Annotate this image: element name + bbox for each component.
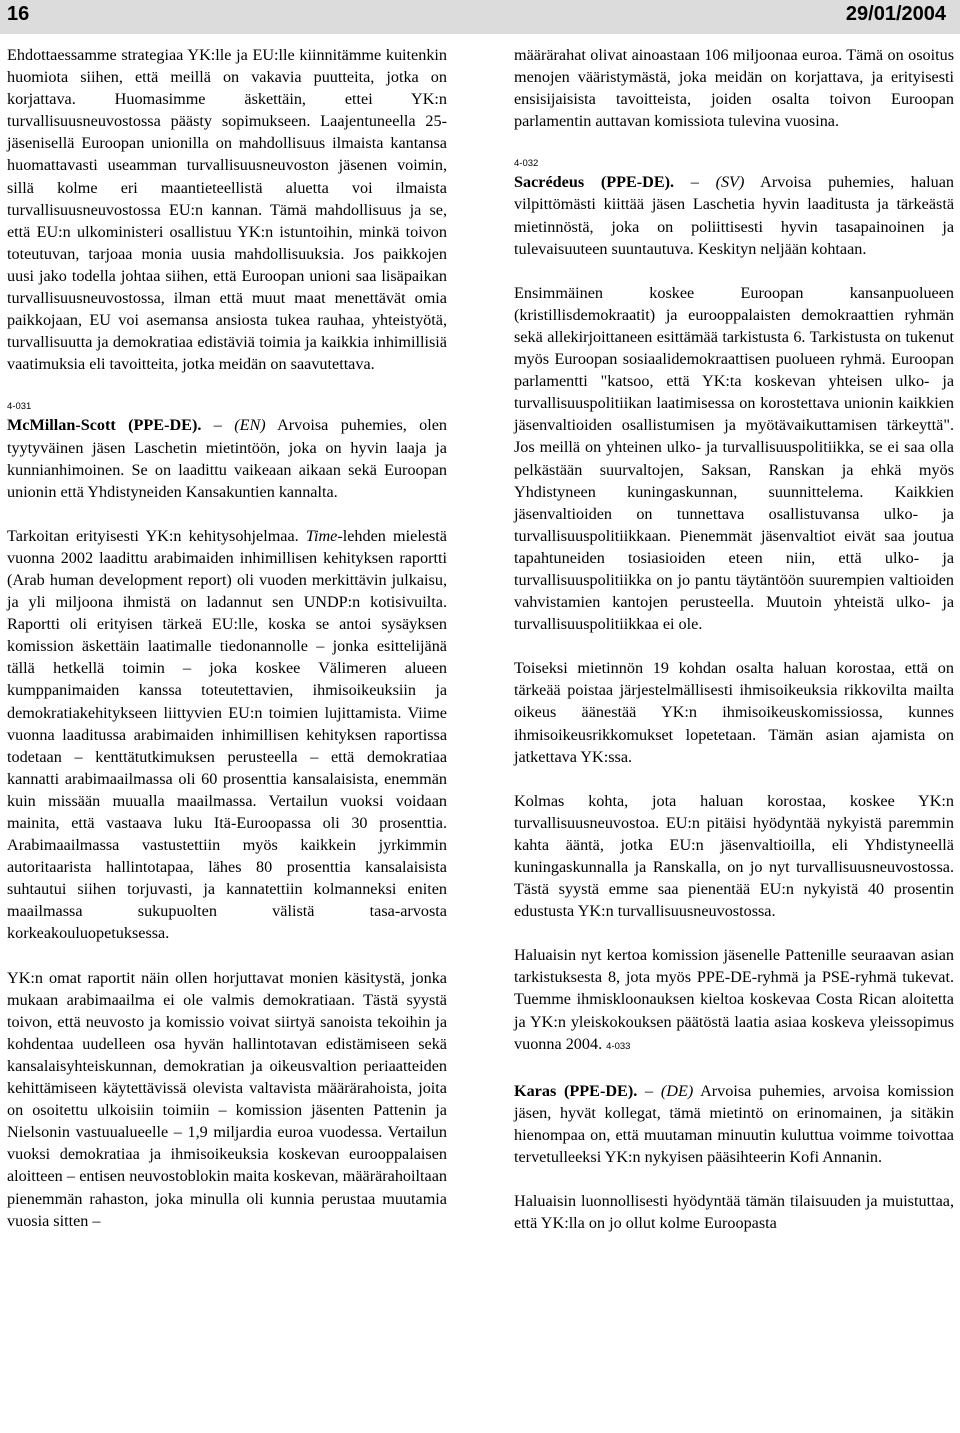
paragraph: määrärahat olivat ainoastaan 106 miljoonaa euroa. Tämä on osoitus menojen vääristymästä, joka meidän on korjattava, ja erityisesti ensisijaisista tavoitteista, joiden osalta toivon Euroopan parlamentin auttavan komissiota tulevina vuosina. — [514, 46, 954, 131]
speaker-name: McMillan-Scott (PPE-DE). — [7, 416, 202, 435]
language-tag: (SV) — [715, 173, 745, 192]
paragraph: Toiseksi mietinnön 19 kohdan osalta haluan korostaa, että on tärkeää poistaa järjestelmällisesti ihmisoikeuksia rikkovilta mailta oikeus äänestää YK:n ihmisoikeuskomissiossa, kunnes ihmisoikeusrikkomukset lopetetaan. Tämän asian ajamista on jatkettava YK:ssa. — [514, 659, 954, 766]
speech-text: Arvoisa puhemies, haluan vilpittömästi kiittää jäsen Laschetia hyvin laaditusta ja tärkeästä mietinnöstä, joka on poliittisesti hyvin tasapainoinen ja tulevaisuuteen suuntautuva. Keskityn neljään kohtaan. — [514, 173, 954, 258]
speech-ref — [7, 397, 447, 414]
page-number: 16 — [7, 3, 30, 25]
speech-paragraph — [7, 414, 447, 502]
speech-ref — [514, 154, 954, 171]
paragraph: Kolmas kohta, jota haluan korostaa, koskee YK:n turvallisuusneuvostoa. EU:n pitäisi hyödyntää nykyistä paremmin kahta ääntä, jotka EU:n jäsenvaltioilla, eli Yhdistyneellä kuningaskunnalla ja Ranskalla, on jo nyt turvallisuusneuvostossa. Tästä syystä emme saa pienentää EU:n nykyistä 40 prosentin edustusta YK:n turvallisuusneuvostossa. — [514, 791, 954, 921]
paragraph: Haluaisin luonnollisesti hyödyntää tämän tilaisuuden ja muistuttaa, että YK:lla on jo ollut kolme Euroopasta — [514, 1192, 954, 1233]
right-column — [514, 44, 954, 1234]
language-tag: (EN) — [234, 416, 266, 435]
speech-text: Arvoisa puhemies, arvoisa komission jäsen, hyvät kollegat, tämä mietintö on erinomainen, ja sitäkin hienompaa on, että muutaman minuutin kuluttua voimme toivottaa tervetulleeksi YK:n nykyisen pääsihteerin Kofi Annanin. — [514, 1081, 954, 1167]
speech-paragraph — [514, 1080, 954, 1168]
dash: – — [637, 1081, 661, 1100]
speech-number: 4-032 — [514, 158, 539, 170]
paragraph: Ehdottaessamme strategiaa YK:lle ja EU:lle kiinnitämme kuitenkin huomiota siihen, että meillä on vakavia puutteita, jotka on korjattava. Huomasimme äskettäin, ettei YK:n turvallisuusneuvostossa päästy sopimukseen. Laajentuneella 25-jäsenisellä Euroopan unionilla on mahdollisuus ilmaista kantansa huomattavasti useamman turvallisuusneuvoston jäsenen voimin, sillä kolme eri maantieteellistä aluetta voi ilmaista turvallisuusneuvostossa EU:n kannan. Tämä mahdollisuus ja se, että EU:n ulkoministeri osallistuu YK:n istuntoihin, minkä toivon toteutuvan, tarjoaa monia uusia mahdollisuuksia. Jos paikkojen uusi jako todella johtaa siihen, että Euroopan unioni saa lisäpaikan turvallisuusneuvostossa, ilman että muut maat menettävät omia paikkojaan, EU voi asemansa ansiosta tukea rauhaa, yhteistyötä, turvallisuutta ja demokratiaa edistäviä toimia ja kaikkia inhimillisiä vaatimuksia eli tavoitteita, jotka meidän on saavutettava. — [7, 46, 447, 374]
dash: – — [674, 173, 716, 192]
language-tag: (DE) — [660, 1081, 694, 1100]
publication-title: Time — [305, 526, 338, 545]
speech-number: 4-031 — [7, 401, 32, 413]
speech-paragraph — [514, 171, 954, 259]
left-column — [7, 44, 447, 1232]
header-date: 29/01/2004 — [845, 3, 946, 25]
speech-number: 4-033 — [606, 1040, 631, 1052]
speech-text: Arvoisa puhemies, olen tyytyväinen jäsen Laschetin mietintöön, joka on hyvin laaja ja kunnianhimoinen. Se on laadittu vaikeaan aikaan sekä Euroopan unionin että Yhdistyneiden Kansakuntien kannalta. — [7, 416, 447, 501]
paragraph: Tarkoitan erityisesti YK:n kehitysohjelmaa. Time-lehden mielestä vuonna 2002 laadittu arabimaiden inhimillisen kehityksen raportti (Arab human development report) oli vuoden merkittävin julkaisu, ja yli miljoona ihmistä on ladannut sen UNDP:n kotisivuilta. Raportti oli erityisen tärkeä EU:lle, koska se antoi sysäyksen komission äskettäin laatimalle tiedonannolle – jonka esittelijänä tällä hetkellä toimin – joka koskee Välimeren alueen kumppanimaiden kanssa toteutettavien, ihmisoikeuksiin ja demokratiakehitykseen liittyvien EU:n toimien lujittamista. Viime vuonna laaditussa arabimaiden inhimillisen kehityksen raportissa todetaan – kenttätutkimuksen perusteella – että demokratiaa kannatti arabimaailmassa oli 60 prosenttia kansalaisista, enemmän kuin missään muualla maailmassa. Vertailun vuoksi voidaan mainita, että vastaava luku Itä-Euroopassa oli 30 prosenttia. Arabimaailmassa vastustettiin myös kaikkein jyrkimmin autoritaarista hallintotapaa, lähes 80 prosenttia kansalaisista suhtautui siihen torjuvasti, ja kannatettiin kolmanneksi eniten maailmassa sukupuolten välistä tasa-arvosta korkeakouluopetuksessa. — [7, 526, 447, 943]
dash: – — [201, 416, 235, 435]
page-header — [0, 0, 960, 34]
paragraph: YK:n omat raportit näin ollen horjuttavat monien käsitystä, jonka mukaan arabimaailma ei ole valmis demokratiaan. Tästä syystä toivon, että neuvosto ja komissio voivat siirtyä sanoista tekoihin ja kohdentaa uudelleen osa hyvän hallintotavan edistämiseen sekä kansalaisyhteiskunnan, demokratian ja oikeusvaltion periaatteiden kehittämiseen käytettävissä olevista valtavista määrärahoista, joita on osoitettu ulkoisiin toimiin – komission jäsenten Pattenin ja Nielsonin vastuualueelle – 1,9 miljardia euroa vuodessa. Vertailun vuoksi demokratiaa ja ihmisoikeuksia koskevan eurooppalaisen aloitteen – entisen neuvostoblokin maita koskevan, määrärahoiltaan pienemmän rahaston, joka minulla oli kunnia perustaa muutamia vuosia sitten – — [7, 968, 447, 1230]
speaker-name: Karas (PPE-DE). — [514, 1081, 638, 1100]
paragraph: Haluaisin nyt kertoa komission jäsenelle Pattenille seuraavan asian tarkistuksesta 8, jota myös PPE-DE-ryhmä ja PSE-ryhmä tukevat. Tuemme ihmiskloonauksen kieltoa koskevaa Costa Rican aloitetta ja YK:n yleiskokouksen päätöstä laatia asiaa koskeva yleissopimus vuonna 2004. 4-033 — [514, 946, 954, 1053]
paragraph: Ensimmäinen koskee Euroopan kansanpuolueen (kristillisdemokraatit) ja eurooppalaisten demokraattien ryhmän sekä allekirjoittaneen esittämää tarkistusta 6. Tarkistusta on tukenut myös Euroopan sosiaalidemokraattisen puolueen ryhmä. Euroopan parlamentti "katsoo, että YK:ta koskevan yhteisen ulko- ja turvallisuuspolitiikan laatimisessa on korostettava unionin kaikkien jäsenvaltioiden osallistumisen ja myötävaikuttamisen tärkeyttä". Jos meillä on yhteinen ulko- ja turvallisuuspolitiikka, se ei saa olla pelkästään suurvaltojen, Saksan, Ranskan ja ehkä myös Yhdistyneen kuningaskunnan, suunnittelema. Kaikkien jäsenvaltioiden on tunnettava osallistuvansa ulko- ja turvallisuuspolitiikkaan. Pienemmät jäsenvaltiot eivät saa joutua tapahtuneiden tosiasioiden eteen niin, että ulko- ja turvallisuuspolitiikka on jo pantu täytäntöön suurempien valtioiden vahvistamien kantojen perusteella. Muutoin yhteistä ulko- ja turvallisuuspolitiikkaa ei ole. — [514, 283, 954, 634]
speaker-name: Sacrédeus (PPE-DE). — [514, 173, 675, 192]
